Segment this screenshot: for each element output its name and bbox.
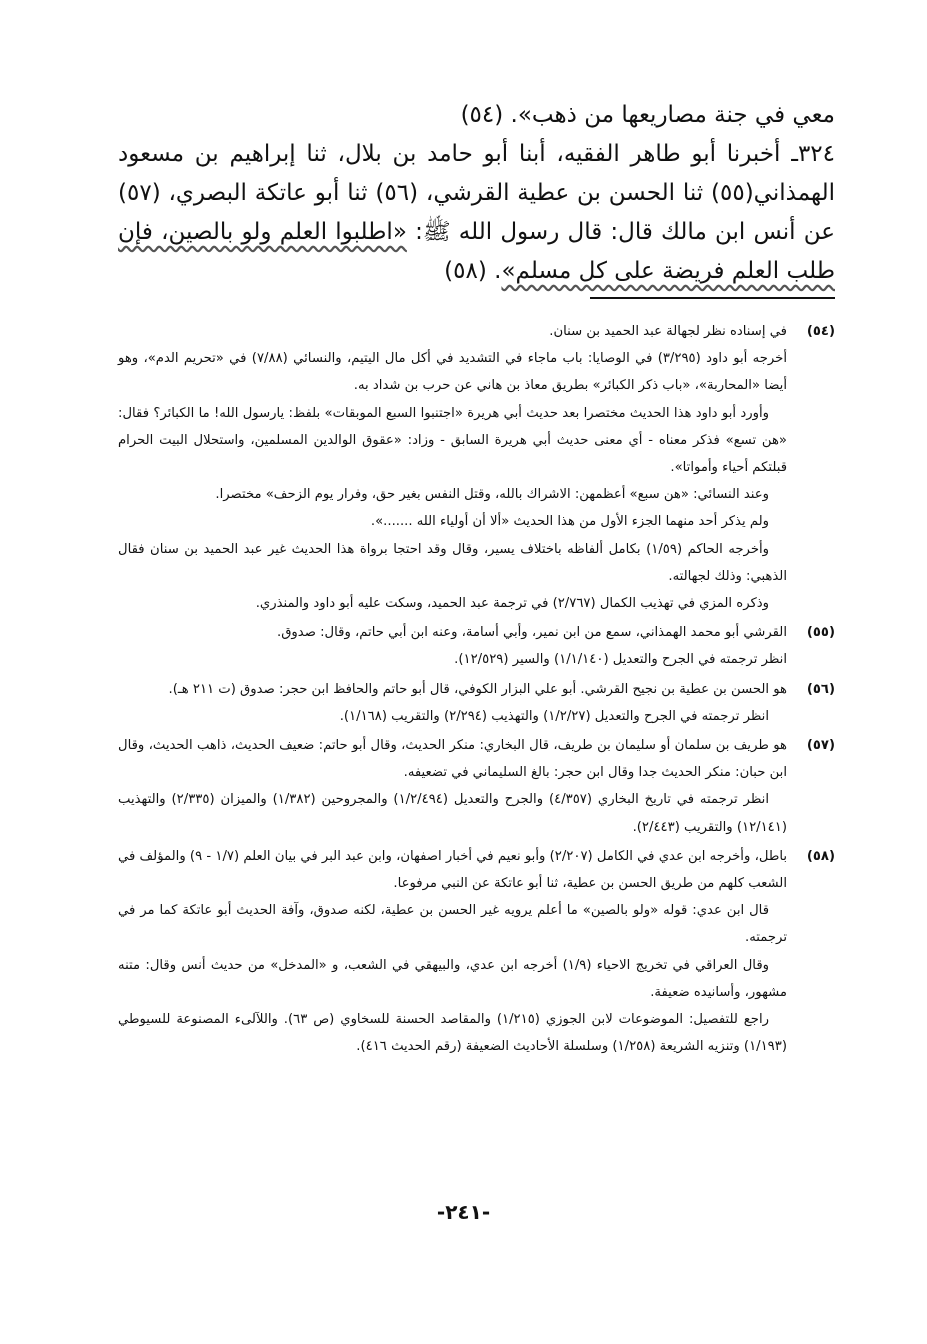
main-text-block [118, 96, 835, 291]
footnote-separator [590, 297, 835, 299]
footnote-paragraph: أخرجه أبو داود (٣/٢٩٥) في الوصايا: باب ماجاء في التشديد في أكل مال اليتيم، والنسائي (٧/٨٨) في «تحريم الدم»، وهو أيضا «المحاربة»، «باب ذكر الكبائر» بطريق معاذ بن هاني عن حرب بن شداد به. [118, 351, 787, 394]
footnote-paragraph: وأورد أبو داود هذا الحديث مختصرا بعد حديث أبي هريرة «اجتنبوا السبع الموبقات» بلفظ: يارسول الله! ما الكبائر؟ فقال: «هن تسع» فذكر معناه - أي معنى حديث أبي هريرة السابق - وزاد: «عقوق الوالدين المسلمين، واستحلال البيت الحرام قبلتكم أحياء وأمواتا». [118, 405, 787, 476]
footnote-paragraph: وعند النسائي: «هن سبع» أعظمهن: الاشراك بالله، وقتل النفس بغير حق، وفرار يوم الزحف» مختصرا. [215, 487, 769, 503]
footnote-56 [118, 676, 835, 730]
footnote-paragraph: قال ابن عدي: قوله «ولو بالصين» ما أعلم يرويه غير الحسن بن عطية، لكنه صدوق، وآفة الحديث أبو عاتكة كما مر في ترجمته. [118, 903, 787, 946]
footnote-paragraph: ولم يذكر أحد منهما الجزء الأول من هذا الحديث «ألا أن أولياء الله .......». [370, 514, 769, 530]
footnote-paragraph: في إسناده نظر لجهالة عبد الحميد بن سنان. [549, 324, 787, 339]
isnad-text: ٣٢٤ـ أخبرنا أبو طاهر الفقيه، أبنا أبو حامد بن بلال، ثنا إبراهيم بن مسعود الهمذاني(٥٥) ثنا الحسن بن عطية القرشي، (٥٦) ثنا أبو عاتكة البصري، (٥٧) عن أنس ابن مالك قال: قال رسول الله ﷺ: [118, 141, 836, 245]
hadith-paragraph [118, 135, 835, 291]
footnote-paragraph: باطل، وأخرجه ابن عدي في الكامل (٢/٢٠٧) وأبو نعيم في أخبار اصفهان، وابن عبد البر في بيان العلم (١/٧ - ٩) والمؤلف في الشعب كلهم من طريق الحسن بن عطية، ثنا أبو عاتكة عن النبي مرفوعا. [118, 848, 788, 892]
page-number: -٢٤١- [436, 1200, 491, 1224]
footnote-paragraph: هو طريف بن سلمان أو سليمان بن طريف، قال البخاري: منكر الحديث، وقال أبو حاتم: ضعيف الحديث، ذاهب الحديث، وقال ابن حبان: منكر الحديث جدا وقال ابن حجر: بالغ السليماني في تضعيفه. [118, 738, 787, 781]
footnote-54 [118, 318, 835, 617]
footnote-paragraph: راجع للتفصيل: الموضوعات لابن الجوزي (١/٢١٥) والمقاصد الحسنة للسخاوي (ص ٦٣). واللآلىء المصنوعة للسيوطي (١/١٩٣) وتنزيه الشريعة (١/٢٥٨) وسلسلة الأحاديث الضعيفة (رقم الحديث ٤١٦). [118, 1012, 787, 1055]
footnote-paragraph: انظر ترجمته في تاريخ البخاري (٤/٣٥٧) والجرح والتعديل (١/٢/٤٩٤) والمجروحين (١/٣٨٢) والميزان (٢/٣٣٥) والتهذيب (١٢/١٤١) والتقريب (٢/٤٤٣). [118, 792, 787, 835]
footnote-number: (٥٧) [806, 738, 835, 754]
footnote-paragraph: وذكره المزي في تهذيب الكمال (٢/٧٦٧) في ترجمة عبد الحميد، وسكت عليه أبو داود والمنذري. [255, 596, 769, 612]
footnote-number: (٥٨) [806, 848, 835, 864]
footnote-number: (٥٥) [806, 625, 835, 641]
footnote-paragraph: انظر ترجمته في الجرح والتعديل (١/١/١٤٠) والسير (١٢/٥٢٩). [454, 652, 787, 668]
footnote-58 [118, 843, 835, 1061]
footnote-ref: . (٥٨) [444, 258, 502, 284]
footnote-55 [118, 619, 835, 673]
footnote-paragraph: القرشي أبو محمد الهمذاني، سمع من ابن نمير، وأبي أسامة، وعنه ابن أبي حاتم، وقال: صدوق. [277, 625, 787, 641]
footnote-paragraph: انظر ترجمته في الجرح والتعديل (١/٢/٢٧) والتهذيب (٢/٢٩٤) والتقريب (١/١٦٨). [339, 708, 769, 724]
footnote-paragraph: وأخرجه الحاكم (١/٥٩) بكامل ألفاظه باختلاف يسير، وقال وقد احتجا برواة هذا الحديث غير عبد الحميد بن سنان فقال الذهبي: وذلك لجهالته. [118, 541, 787, 584]
footnote-paragraph: وقال العراقي في تخريج الاحياء (١/٩) أخرجه ابن عدي، والبيهقي في الشعب، و «المدخل» من حديث أنس وقال: متنه مشهور، وأسانيده ضعيفة. [118, 957, 787, 1000]
footnote-number: (٥٤) [806, 324, 835, 339]
footnote-57 [118, 732, 835, 841]
footnote-number: (٥٦) [806, 681, 835, 697]
footnotes-section [118, 318, 835, 1062]
hadith-matn: «اطلبوا العلم ولو بالصين، فإن طلب العلم فريضة على كل مسلم» [118, 219, 835, 284]
main-text-line: معي في جنة مصاريعها من ذهب». (٥٤) [460, 102, 835, 128]
footnote-paragraph: هو الحسن بن عطية بن نجيح القرشي. أبو علي البزار الكوفي، قال أبو حاتم والحافظ ابن حجر: صدوق (ت ٢١١ هـ). [168, 681, 787, 697]
